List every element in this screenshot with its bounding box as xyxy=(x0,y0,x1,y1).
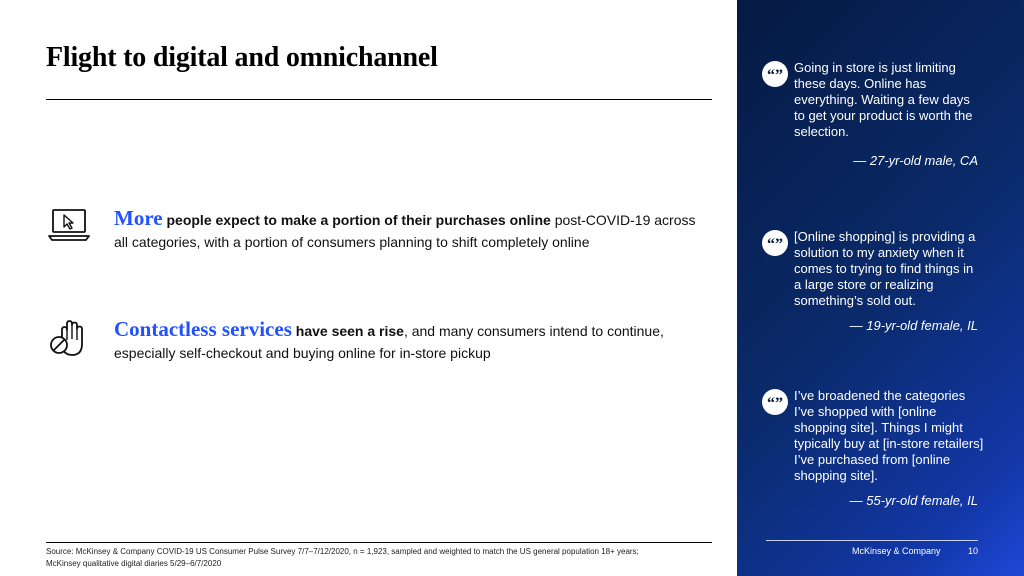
page-number: 10 xyxy=(968,546,979,556)
key-point-bold: people expect to make a portion of their purchases online xyxy=(166,212,551,228)
title-divider xyxy=(46,99,712,100)
brand-name: McKinsey & Company xyxy=(852,546,941,556)
key-point-text xyxy=(114,318,704,364)
key-point-rest: post-COVID-19 across all categories, with a portion of consumers planning to shift completely online xyxy=(114,212,696,250)
source-note xyxy=(46,546,746,570)
page-title: Flight to digital and omnichannel xyxy=(46,42,438,73)
quote-mark-icon: “” xyxy=(762,230,788,256)
key-point-text xyxy=(114,207,704,253)
quote-mark-icon: “” xyxy=(762,389,788,415)
quote-mark-icon: “” xyxy=(762,61,788,87)
quote-text: I’ve broadened the categories I’ve shopped with [online shopping site]. Things I might typically buy at [in-store retailers] I’ve purchased from [online shopping site]. xyxy=(794,388,984,483)
quote-text: Going in store is just limiting these days. Online has everything. Waiting a few days to get your product is worth the selection. xyxy=(794,60,973,139)
source-line: McKinsey qualitative digital diaries 5/29–6/7/2020 xyxy=(46,559,222,568)
quote-attribution: — 27-yr-old male, CA xyxy=(853,153,978,168)
key-point-bold: have seen a rise xyxy=(295,323,404,339)
source-line: Source: McKinsey & Company COVID-19 US Consumer Pulse Survey 7/7–7/12/2020, n = 1,923, sampled and weighted to match the US general population 18+ years; xyxy=(46,547,639,556)
panel-footer-divider xyxy=(766,540,978,541)
footer-divider xyxy=(46,542,712,543)
quote-attribution: — 19-yr-old female, IL xyxy=(849,318,978,333)
hand-no-touch-icon xyxy=(46,318,92,358)
key-point-rest: , and many consumers intend to continue, especially self-checkout and buying online for in-store pickup xyxy=(114,323,664,361)
quote-attribution: — 55-yr-old female, IL xyxy=(849,493,978,508)
quote-text: [Online shopping] is providing a solution to my anxiety when it comes to trying to find things in a large store or realizing something’s sold out. xyxy=(794,229,976,308)
key-point-lead: More xyxy=(114,206,163,230)
key-point-lead: Contactless services xyxy=(114,317,292,341)
laptop-cursor-icon xyxy=(46,207,92,247)
